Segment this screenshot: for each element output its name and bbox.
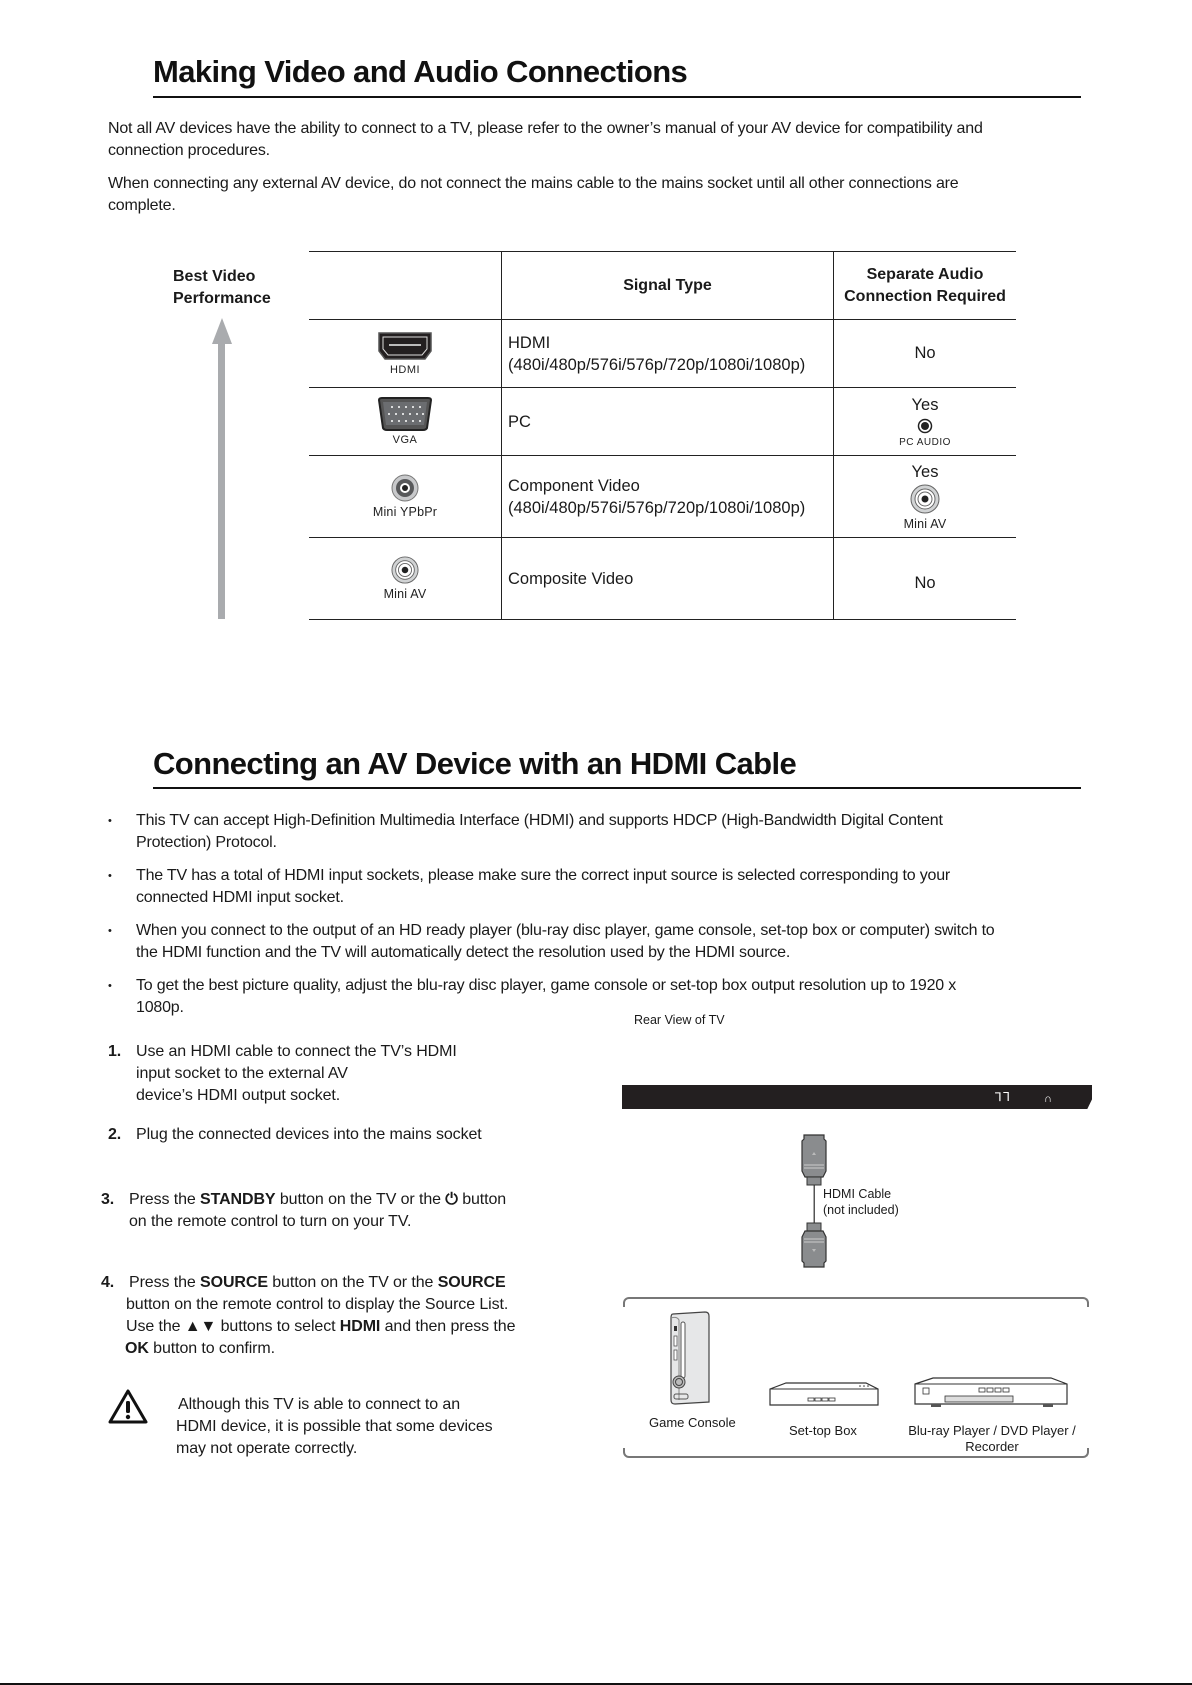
text: button on the TV or the xyxy=(275,1191,446,1208)
step-line xyxy=(129,1272,609,1294)
bullet-item xyxy=(104,975,1084,1019)
audio-jack-label: PC AUDIO xyxy=(899,436,951,448)
bullet-item xyxy=(104,920,1084,964)
step-line xyxy=(129,1189,609,1211)
game-console-icon xyxy=(667,1310,713,1406)
step-number: 3. xyxy=(101,1191,115,1208)
audio-cell xyxy=(834,538,1016,619)
intro-paragraph-2 xyxy=(108,173,1098,217)
table-header-row xyxy=(309,252,1016,320)
connection-table xyxy=(309,251,1016,620)
device-label-line: Blu-ray Player / DVD Player / xyxy=(908,1423,1076,1438)
bullet-line: • The TV has a total of HDMI input sockets, please make sure the correct input source is selected corresponding to your xyxy=(136,867,951,884)
bluray-player-label xyxy=(905,1423,1079,1455)
connector-label: Mini YPbPr xyxy=(372,505,438,519)
text: button on the TV or the xyxy=(267,1274,438,1291)
hdmi-keyword: HDMI xyxy=(339,1318,381,1335)
mini-ypbpr-jack-icon xyxy=(391,474,419,502)
warning-icon xyxy=(107,1388,149,1426)
bullet-line: 1080p. xyxy=(136,999,184,1016)
mini-av-jack-icon xyxy=(910,484,940,514)
bracket-top xyxy=(623,1297,1089,1307)
hdmi-cable-label xyxy=(823,1186,899,1218)
para-line: complete. xyxy=(108,197,176,214)
tv-port-glyphs-icon: ⅂ᒣ xyxy=(995,1090,1012,1104)
text: Press the xyxy=(129,1191,201,1208)
signal-cell xyxy=(501,456,834,537)
table-row xyxy=(309,538,1016,620)
rear-view-label: Rear View of TV xyxy=(634,1013,725,1027)
hdmi-info-bullets xyxy=(104,810,1084,1030)
audio-value: Yes xyxy=(911,395,939,414)
step-4 xyxy=(101,1272,609,1360)
set-top-box-label: Set-top Box xyxy=(789,1423,857,1438)
pc-audio-jack-icon xyxy=(917,418,933,434)
headphone-port-icon: ∩ xyxy=(1044,1093,1052,1105)
audio-cell xyxy=(834,388,1016,455)
ok-keyword: OK xyxy=(125,1340,149,1357)
step-line: button on the remote control to display the Source List. xyxy=(126,1296,509,1313)
up-down-arrows-icon: ▲▼ xyxy=(184,1318,217,1335)
para-line: connection procedures. xyxy=(108,142,270,159)
warning-text xyxy=(176,1394,596,1460)
connector-label: Mini AV xyxy=(383,587,427,601)
step-line: input socket to the external AV xyxy=(136,1065,348,1082)
connector-cell xyxy=(309,456,501,537)
bullet-line: • To get the best picture quality, adjust the blu-ray disc player, game console or set-top box output resolution up to 1920 x xyxy=(136,977,957,994)
section-title-video-audio: Making Video and Audio Connections xyxy=(153,54,688,89)
audio-value: Yes xyxy=(911,462,939,481)
title-rule xyxy=(153,96,1081,98)
text: button to confirm. xyxy=(148,1340,275,1357)
step-1 xyxy=(108,1041,596,1107)
signal-line: (480i/480p/576i/576p/720p/1080i/1080p) xyxy=(508,498,806,517)
intro-paragraph-1 xyxy=(108,118,1098,162)
audio-cell xyxy=(834,456,1016,537)
warning-line: HDMI device, it is possible that some devices xyxy=(176,1418,493,1435)
header-connector xyxy=(309,252,501,319)
connector-cell xyxy=(309,388,501,455)
bullet-item xyxy=(104,810,1084,854)
signal-line: Component Video xyxy=(508,476,640,495)
source-keyword: SOURCE xyxy=(200,1274,268,1291)
connector-cell xyxy=(309,538,501,619)
connector-cell xyxy=(309,320,501,387)
standby-keyword: STANDBY xyxy=(200,1191,276,1208)
section-title-hdmi-connection: Connecting an AV Device with an HDMI Cable xyxy=(153,746,797,781)
audio-value: No xyxy=(914,344,936,362)
power-icon: ⏻ xyxy=(445,1191,458,1208)
header-signal-label: Signal Type xyxy=(623,276,712,294)
header-audio-line: Separate Audio xyxy=(866,265,984,283)
av-devices-group xyxy=(623,1297,1089,1458)
step-line xyxy=(126,1316,609,1338)
text: buttons to select xyxy=(216,1318,340,1335)
step-number: 4. xyxy=(101,1274,115,1291)
cable-label-line: HDMI Cable xyxy=(823,1187,892,1201)
bluray-player-icon xyxy=(911,1376,1071,1410)
mini-av-jack-icon xyxy=(391,556,419,584)
table-row xyxy=(309,456,1016,538)
warning-line: Although this TV is able to connect to an xyxy=(178,1396,461,1413)
signal-line: Composite Video xyxy=(508,570,634,588)
step-2 xyxy=(108,1124,596,1146)
bullet-item xyxy=(104,865,1084,909)
title-rule xyxy=(153,787,1081,789)
signal-line: (480i/480p/576i/576p/720p/1080i/1080p) xyxy=(508,355,806,374)
connector-label: HDMI xyxy=(389,364,421,376)
bullet-line: the HDMI function and the TV will automatically detect the resolution used by the HDMI source. xyxy=(136,944,791,961)
step-number: 1. xyxy=(108,1043,122,1060)
text: Press the xyxy=(129,1274,201,1291)
hdmi-port-icon xyxy=(377,331,433,361)
cable-label-line: (not included) xyxy=(823,1203,899,1217)
step-line xyxy=(125,1338,609,1360)
step-line: device’s HDMI output socket. xyxy=(136,1087,341,1104)
signal-cell xyxy=(501,388,834,455)
best-label-line: Performance xyxy=(173,290,271,307)
text: Use the xyxy=(126,1318,185,1335)
vga-port-icon xyxy=(375,397,435,431)
header-separate-audio xyxy=(834,252,1016,319)
best-label-line: Best Video xyxy=(173,268,256,285)
set-top-box-icon xyxy=(766,1381,882,1407)
tv-rear-panel xyxy=(622,1085,1092,1109)
step-line: Plug the connected devices into the mains socket xyxy=(136,1126,482,1143)
signal-line: PC xyxy=(508,412,531,431)
game-console-label: Game Console xyxy=(649,1415,736,1430)
step-number: 2. xyxy=(108,1126,122,1143)
table-row xyxy=(309,388,1016,456)
source-keyword: SOURCE xyxy=(437,1274,506,1291)
audio-jack-label: Mini AV xyxy=(903,516,947,531)
performance-arrow-shaft xyxy=(218,340,225,619)
signal-cell xyxy=(501,538,834,619)
para-line: When connecting any external AV device, do not connect the mains cable to the mains socket until all other connections are xyxy=(108,175,959,192)
header-audio-line: Connection Required xyxy=(844,287,1006,305)
bullet-line: Protection) Protocol. xyxy=(136,834,277,851)
text: and then press the xyxy=(380,1318,516,1335)
table-row xyxy=(309,320,1016,388)
audio-cell xyxy=(834,320,1016,387)
step-line: on the remote control to turn on your TV. xyxy=(129,1213,412,1230)
best-video-performance-label xyxy=(173,266,271,310)
bullet-line: • This TV can accept High-Definition Multimedia Interface (HDMI) and supports HDCP (High-Bandwidth Digital Content xyxy=(136,812,943,829)
header-signal-type xyxy=(501,252,834,319)
bullet-line: connected HDMI input socket. xyxy=(136,889,344,906)
step-3 xyxy=(101,1189,609,1233)
signal-cell xyxy=(501,320,834,387)
step-line: Use an HDMI cable to connect the TV’s HDMI xyxy=(136,1043,457,1060)
signal-line: HDMI xyxy=(508,333,551,352)
audio-value: No xyxy=(914,574,936,592)
device-label-line: Recorder xyxy=(965,1439,1019,1454)
warning-line: may not operate correctly. xyxy=(176,1440,358,1457)
para-line: Not all AV devices have the ability to connect to a TV, please refer to the owner’s manual of your AV device for compatibility and xyxy=(108,120,983,137)
bullet-line: • When you connect to the output of an HD ready player (blu-ray disc player, game console, set-top box or computer) switch to xyxy=(136,922,995,939)
connector-label: VGA xyxy=(392,434,418,446)
text: button xyxy=(457,1191,507,1208)
